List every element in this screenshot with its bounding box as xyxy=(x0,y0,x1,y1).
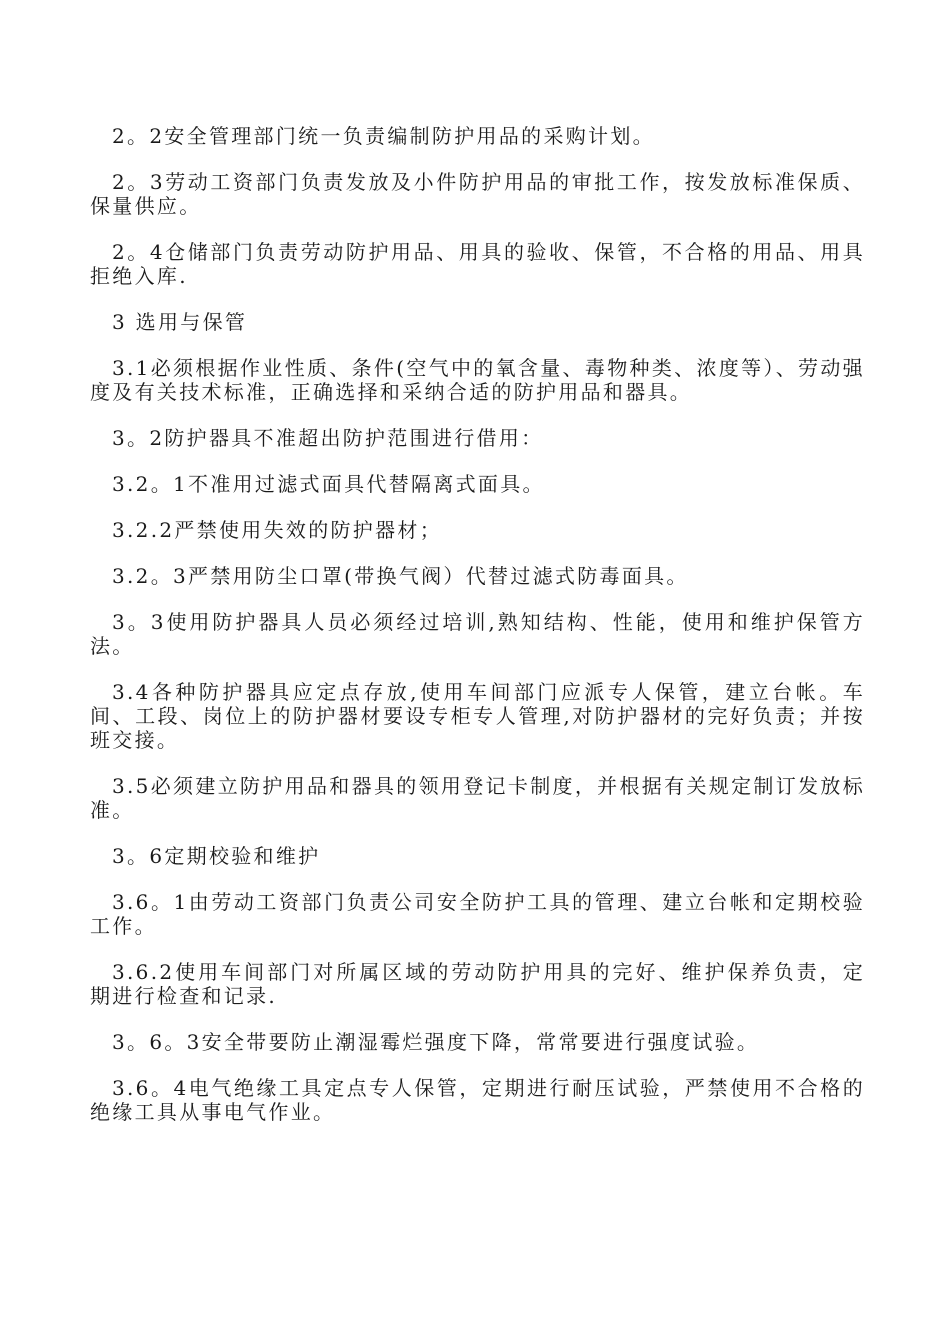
document-body xyxy=(90,124,865,1146)
paragraph-3-1: 3.1必须根据作业性质、条件(空气中的氧含量、毒物种类、浓度等）、劳动强度及有关技术标准，正确选择和采纳合适的防护用品和器具。 xyxy=(90,356,865,404)
paragraph-2-3: 2。3劳动工资部门负责发放及小件防护用品的审批工作，按发放标准保质、保量供应。 xyxy=(90,170,865,218)
paragraph-3-6-3: 3。6。3安全带要防止潮湿霉烂强度下降，常常要进行强度试验。 xyxy=(112,1030,760,1054)
paragraph-2-2: 2。2安全管理部门统一负责编制防护用品的采购计划。 xyxy=(112,124,655,148)
paragraph-3-2-2: 3.2.2严禁使用失效的防护器材； xyxy=(112,518,442,542)
paragraph-3-2-3: 3.2。3严禁用防尘口罩(带换气阀）代替过滤式防毒面具。 xyxy=(112,564,689,588)
paragraph-3-6-1: 3.6。1由劳动工资部门负责公司安全防护工具的管理、建立台帐和定期校验工作。 xyxy=(90,890,865,938)
section-heading-3: 3 选用与保管 xyxy=(112,310,248,334)
paragraph-3-3: 3。3使用防护器具人员必须经过培训,熟知结构、性能，使用和维护保管方法。 xyxy=(90,610,865,658)
paragraph-3-6-4: 3.6。4电气绝缘工具定点专人保管，定期进行耐压试验，严禁使用不合格的绝缘工具从事电气作业。 xyxy=(90,1076,865,1124)
paragraph-3-2: 3。2防护器具不准超出防护范围进行借用： xyxy=(112,426,544,450)
paragraph-3-2-1: 3.2。1不准用过滤式面具代替隔离式面具。 xyxy=(112,472,545,496)
paragraph-3-5: 3.5必须建立防护用品和器具的领用登记卡制度，并根据有关规定制订发放标准。 xyxy=(90,774,865,822)
paragraph-3-4: 3.4各种防护器具应定点存放,使用车间部门应派专人保管，建立台帐。车间、工段、岗位上的防护器材要设专柜专人管理,对防护器材的完好负责；并按班交接。 xyxy=(90,680,865,752)
paragraph-2-4: 2。4仓储部门负责劳动防护用品、用具的验收、保管，不合格的用品、用具拒绝入库. xyxy=(90,240,865,288)
paragraph-3-6: 3。6定期校验和维护 xyxy=(112,844,321,868)
paragraph-3-6-2: 3.6.2使用车间部门对所属区域的劳动防护用具的完好、维护保养负责，定期进行检查和记录. xyxy=(90,960,865,1008)
